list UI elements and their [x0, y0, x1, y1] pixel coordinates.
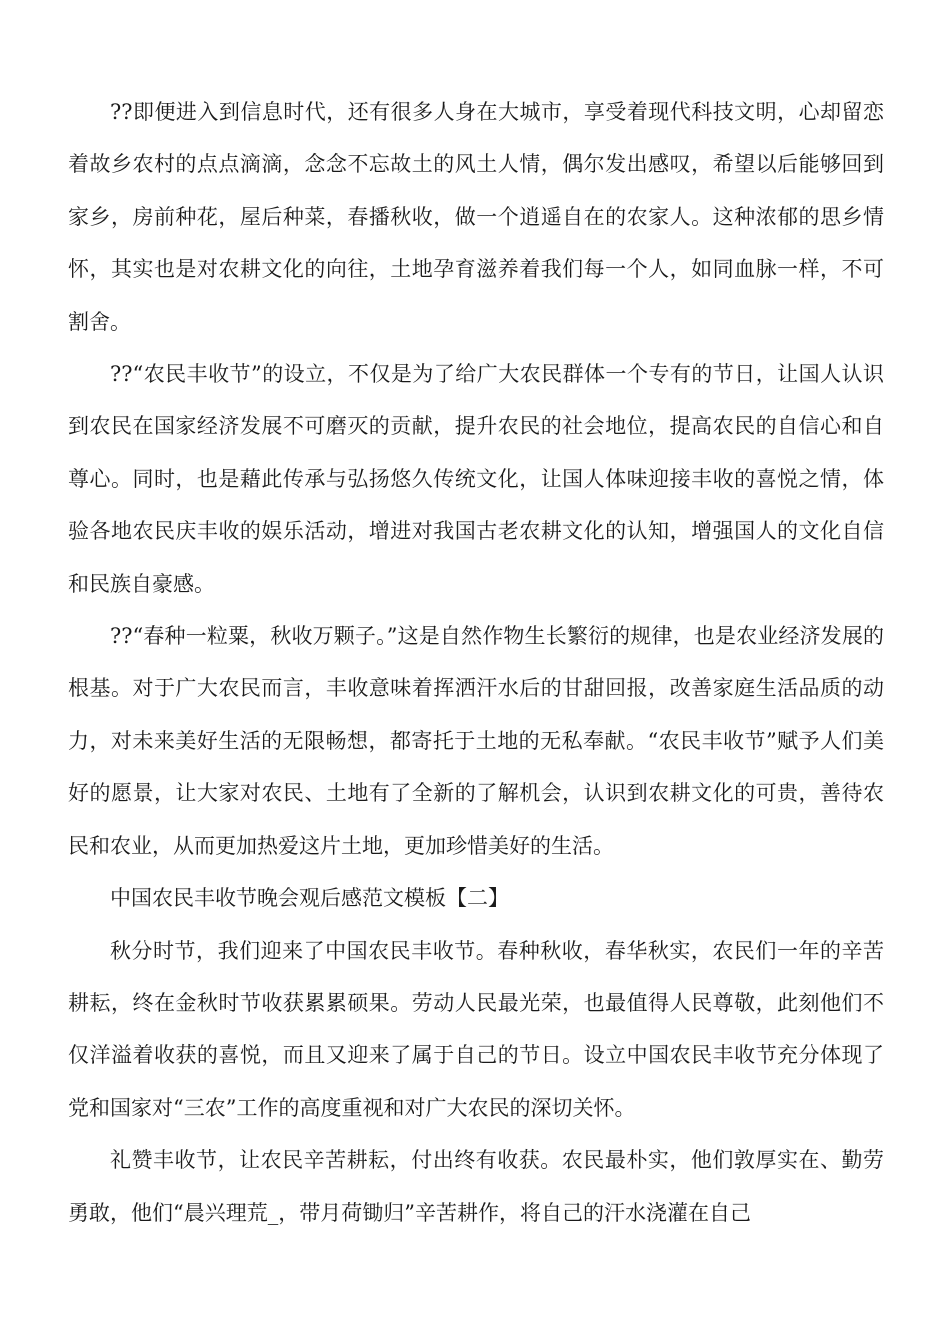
paragraph-5: 礼赞丰收节，让农民辛苦耕耘，付出终有收获。农民最朴实，他们敦厚实在、勤劳勇敢，他们“晨兴理荒_，带月荷锄归”辛苦耕作，将自己的汗水浇灌在自己: [68, 1148, 884, 1225]
paragraph-2: ??“农民丰收节”的设立，不仅是为了给广大农民群体一个专有的节日，让国人认识到农民在国家经济发展不可磨灭的贡献，提升农民的社会地位，提高农民的自信心和自尊心。同时，也是藉此传承与弘扬悠久传统文化，让国人体味迎接丰收的喜悦之情，体验各地农民庆丰收的娱乐活动，增进对我国古老农耕文化的认知，增强国人的文化自信和民族自豪感。: [68, 362, 884, 596]
paragraph-4: 秋分时节，我们迎来了中国农民丰收节。春种秋收，春华秋实，农民们一年的辛苦耕耘，终在金秋时节收获累累硕果。劳动人民最光荣，也最值得人民尊敬，此刻他们不仅洋溢着收获的喜悦，而且又迎来了属于自己的节日。设立中国农民丰收节充分体现了党和国家对“三农”工作的高度重视和对广大农民的深切关怀。: [68, 938, 884, 1120]
paragraph-1: ??即便进入到信息时代，还有很多人身在大城市，享受着现代科技文明，心却留恋着故乡农村的点点滴滴，念念不忘故土的风土人情，偶尔发出感叹，希望以后能够回到家乡，房前种花，屋后种菜，春播秋收，做一个逍遥自在的农家人。这种浓郁的思乡情怀，其实也是对农耕文化的向往，土地孕育滋养着我们每一个人，如同血脉一样，不可割舍。: [68, 100, 884, 334]
paragraph-3: ??“春种一粒粟，秋收万颗子。”这是自然作物生长繁衍的规律，也是农业经济发展的根基。对于广大农民而言，丰收意味着挥洒汗水后的甘甜回报，改善家庭生活品质的动力，对未来美好生活的无限畅想，都寄托于土地的无私奉献。“农民丰收节”赋予人们美好的愿景，让大家对农民、土地有了全新的了解机会，认识到农耕文化的可贵，善待农民和农业，从而更加热爱这片土地，更加珍惜美好的生活。: [68, 624, 884, 858]
section-heading: 中国农民丰收节晚会观后感范文模板【二】: [110, 886, 509, 911]
document-body: [68, 86, 884, 1239]
